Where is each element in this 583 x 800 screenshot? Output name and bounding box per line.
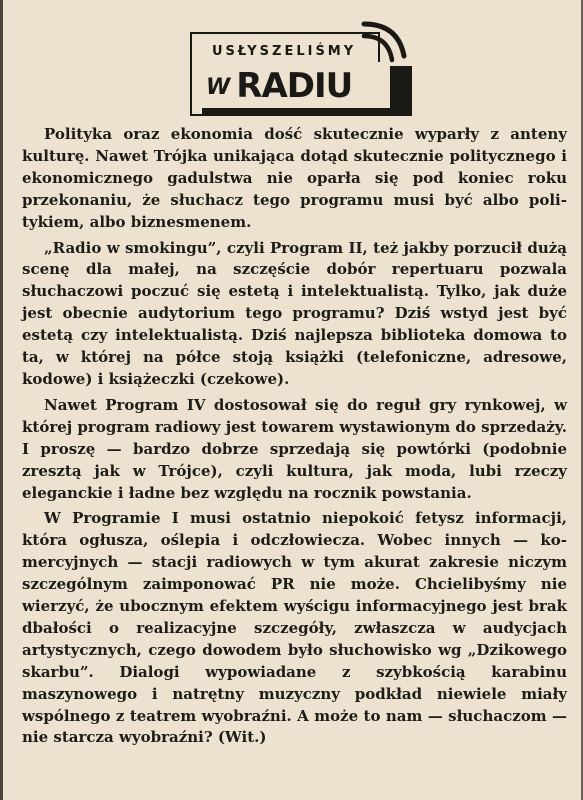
radio-waves-icon [358, 16, 418, 76]
article-paragraph: W Programie I musi ostatnio niepokoić fetysz informacji, która ogłusza, oślepia i odczłowiecza. Wobec innych — komercyjnych — stacji radiowych w tym akurat zakresie niczym szczególnym zaimponować PR nie może. Chcielibyśmy nie wierzyć, że ubocznym efektem wyścigu informacyjnego jest brak dbałości o realizacyjne szczegóły, zwłaszcza w audycjach artystycznych, czego dowodem było słuchowisko wg „Dzikowego skarbu”. Dialogi wypowiadane z szybkością karabinu maszynowego i natrętny muzyczny podkład niewiele miały wspólnego z teatrem wyobraźni. A może to nam — słuchaczom — nie starcza wyobraźni? (Wit.) [22, 509, 567, 747]
logo-heading-w-radiu [206, 66, 352, 106]
article-paragraph: „Radio w smokingu”, czyli Program II, też jakby porzucił dużą scenę dla małej, na szczęście dobór repertuaru pozwala słuchaczowi poczuć się estetą i intelektualistą. Tylko, jak duże jest obecnie audytorium tego programu? Dziś wstyd jest być estetą czy intelektualistą. Dziś najlepsza biblioteka domowa to ta, w której na półce stoją książki (telefoniczne, adresowe, kodowe) i książeczki (czekowe). [22, 238, 567, 388]
logo-word-radiu: RADIU [236, 66, 353, 106]
column-masthead-logo [190, 16, 418, 122]
logo-word-w: W [206, 75, 231, 100]
article-body [22, 124, 567, 753]
article-paragraph: Nawet Program IV dostosował się do reguł gry rynkowej, w której program radiowy jest towarem wystawionym do sprzedaży. I proszę — bardzo dobrze sprzedają się powtórki (podobnie zresztą jak w Trójce), czyli kultura, jak moda, lubi rzeczy eleganckie i ładne bez względu na rocznik powstania. [22, 395, 567, 502]
article-paragraph: Polityka oraz ekonomia dość skutecznie wyparły z anteny kulturę. Nawet Trójka unikająca dotąd skutecznie politycznego i ekonomicznego gadulstwa nie oparła się pod koniec roku przekonaniu, że słuchacz tego programu musi być albo politykiem, albo biznesmenem. [22, 125, 567, 231]
logo-heading-usłyszeliśmy: USŁYSZELIŚMY [212, 44, 357, 59]
